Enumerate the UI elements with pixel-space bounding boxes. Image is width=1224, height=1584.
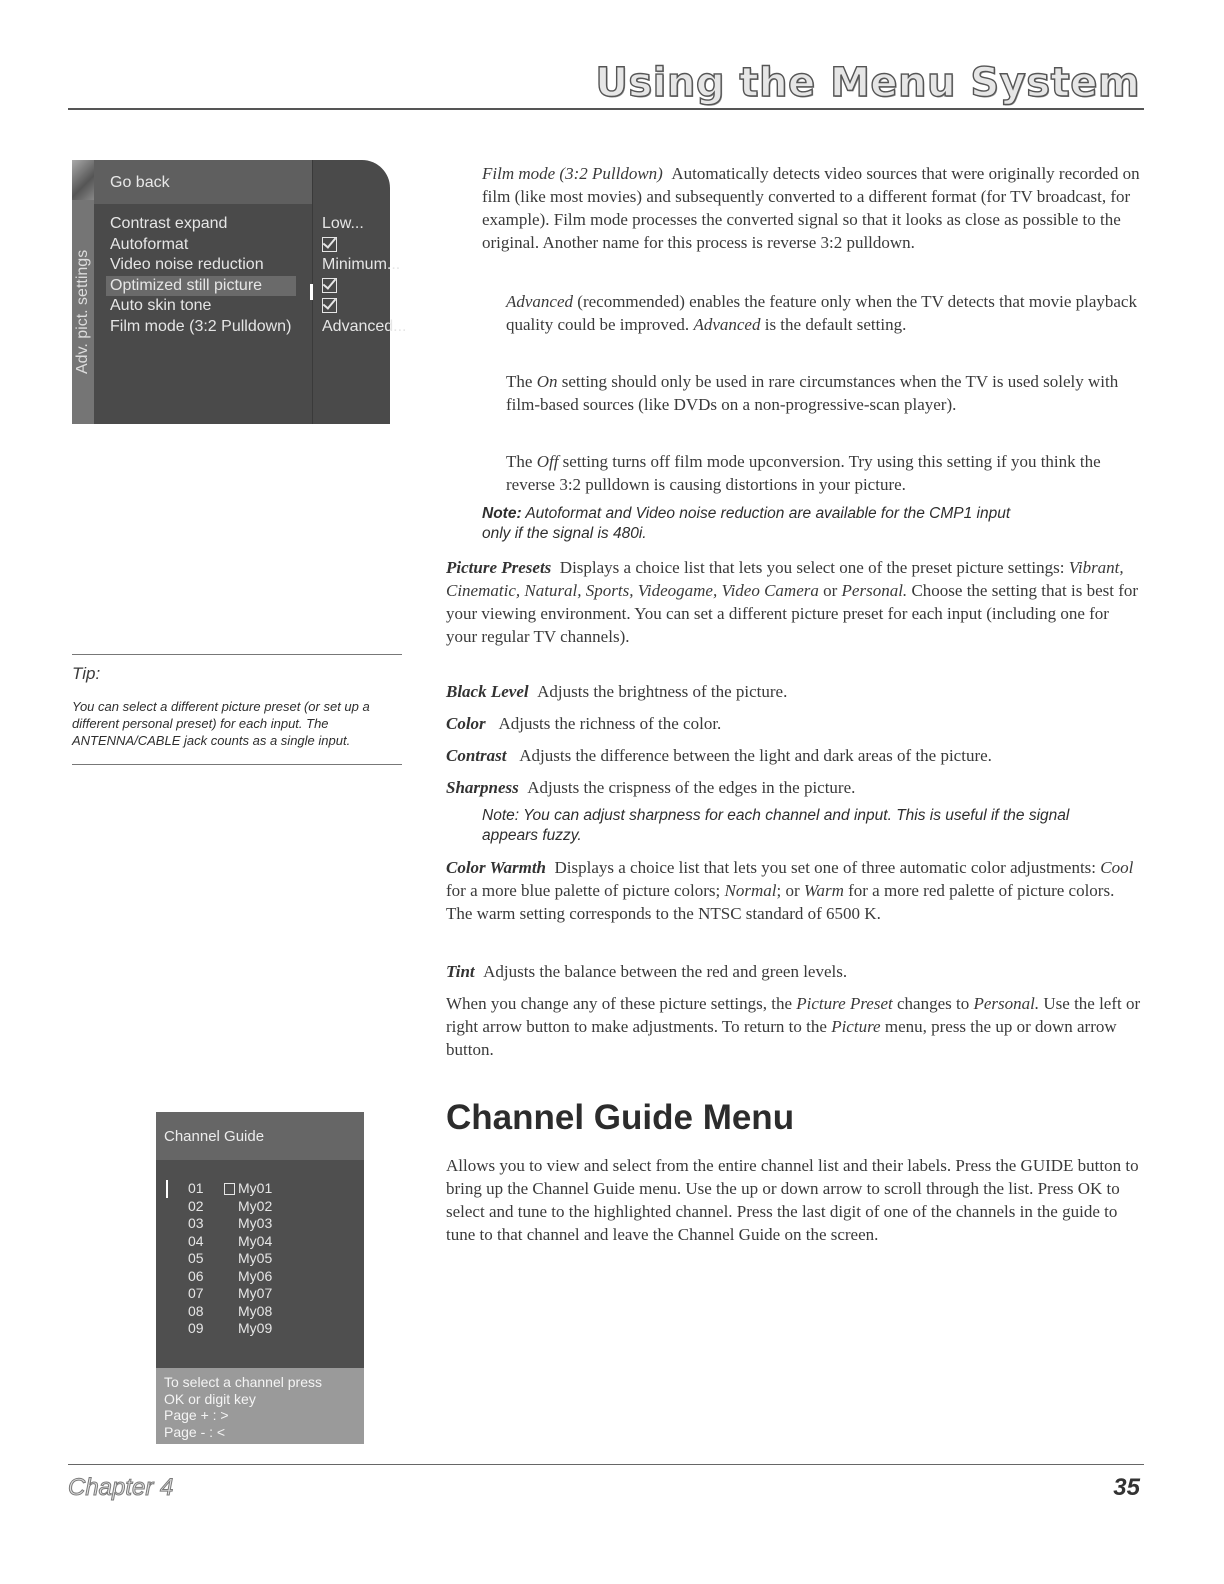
channel-marker-icon: [224, 1183, 235, 1195]
channel-name: My04: [238, 1232, 273, 1249]
page-header-title: Using the Menu System: [595, 60, 1140, 106]
note-label: Note:: [482, 505, 522, 522]
footer-divider: [68, 1464, 1144, 1465]
osd-selection-cursor: [310, 284, 313, 300]
osd-value-film-mode: Advanced...: [322, 317, 407, 335]
osd-value-auto-skin-tone: [322, 296, 407, 317]
color-label: Color: [446, 714, 486, 733]
osd-value-list: [322, 214, 407, 337]
advanced-label-2: Advanced: [693, 315, 761, 334]
tint-text: Adjusts the balance between the red and green levels.: [483, 962, 848, 981]
advanced-label: Advanced: [506, 292, 574, 311]
color-warmth-text-3: ; or: [776, 881, 800, 900]
help-line: Page - : <: [164, 1423, 226, 1440]
tip-bottom-rule: [72, 764, 402, 765]
color-warmth-text-4: for a more red palette of picture colors. The warm setting corresponds to the NTSC standard of 6500 K.: [446, 881, 1115, 923]
sharpness-note: Note: You can adjust sharpness for each channel and input. This is useful if the signal appears fuzzy.: [482, 807, 1070, 844]
color-paragraph: [446, 712, 1142, 735]
osd-value-autoformat: [322, 235, 407, 256]
channel-number: 05: [188, 1250, 204, 1266]
film-mode-label: Film mode (3:2 Pulldown): [482, 164, 663, 183]
change-text-3: Use the left or right arrow button to make adjustments. To return to the: [446, 994, 1141, 1036]
contrast-text: Adjusts the difference between the light and dark areas of the picture.: [519, 746, 992, 765]
channel-number: 03: [188, 1215, 204, 1231]
go-back-label: Go back: [110, 174, 170, 191]
checkbox-checked-icon: [322, 298, 337, 313]
channel-number: 07: [188, 1285, 204, 1301]
picture-presets-options: Vibrant, Cinematic, Natural, Sports, Videogame, Video Camera: [446, 558, 1124, 600]
black-level-paragraph: [446, 680, 1142, 703]
osd-go-back-item: [94, 160, 312, 204]
change-text-4: menu, press the up or down arrow button.: [446, 1017, 1117, 1059]
channel-guide-header: [156, 1112, 364, 1160]
on-label: On: [536, 372, 558, 391]
color-warmth-normal: Normal: [724, 881, 777, 900]
tint-label: Tint: [446, 962, 475, 981]
picture-presets-text: Displays a choice list that lets you select one of the preset picture settings:: [559, 558, 1065, 577]
change-text-2: changes to: [897, 994, 970, 1013]
advanced-paragraph: [506, 290, 1142, 336]
sharpness-text: Adjusts the crispness of the edges in the picture.: [527, 778, 856, 797]
advanced-text: (recommended) enables the feature only when the TV detects that movie playback quality could be improved.: [506, 292, 1137, 334]
channel-name: My06: [238, 1267, 273, 1284]
footer-chapter: Chapter 4: [68, 1474, 174, 1501]
sharpness-paragraph: [446, 776, 1142, 799]
change-personal: Personal.: [973, 994, 1040, 1013]
channel-name: My07: [238, 1285, 273, 1301]
picture-presets-or: or: [823, 581, 838, 600]
channel-number: 01: [188, 1180, 204, 1196]
off-label: Off: [536, 452, 559, 471]
header-divider: [68, 108, 1144, 110]
sharpness-label: Sharpness: [446, 778, 519, 797]
checkbox-checked-icon: [322, 278, 337, 293]
channel-guide-title: Channel Guide: [164, 1128, 265, 1145]
contrast-label: Contrast: [446, 746, 507, 765]
color-text: Adjusts the richness of the color.: [498, 714, 722, 733]
off-text: setting turns off film mode upconversion. Try using this setting if you think the reverse 3:2 pulldown is causing distortions in your picture.: [506, 452, 1101, 494]
change-text-1: When you change any of these picture settings, the: [446, 994, 793, 1013]
osd-item-auto-skin-tone: Auto skin tone: [110, 297, 212, 314]
color-warmth-text-2: for a more blue palette of picture colors;: [446, 881, 721, 900]
tip-text: You can select a different picture preset (or set up a different personal preset) for each input. The ANTENNA/CABLE jack counts as a single input.: [72, 699, 370, 748]
channel-number: 06: [188, 1267, 204, 1284]
channel-number: 04: [188, 1232, 204, 1249]
osd-item-video-noise-reduction: Video noise reduction: [110, 256, 264, 273]
channel-name: My03: [238, 1215, 273, 1231]
change-preset: Picture Preset: [796, 994, 893, 1013]
tip-label: Tip:: [72, 664, 101, 683]
tip-top-rule: [72, 654, 402, 655]
channel-name: My09: [238, 1320, 273, 1336]
autoformat-note: [482, 504, 1042, 544]
channel-name: My08: [238, 1302, 273, 1319]
contrast-paragraph: [446, 744, 1142, 767]
osd-item-autoformat: Autoformat: [110, 235, 189, 253]
change-settings-paragraph: [446, 992, 1142, 1061]
channel-guide-paragraph: Allows you to view and select from the entire channel list and their labels. Press the GUIDE button to bring up the Channel Guide menu. Use the up or down arrow to scroll through the list. Press OK to select and tune to the highlighted channel. Press the last digit of one of the channels in the guide to tune to that channel and leave the Channel Guide on the screen.: [446, 1156, 1139, 1244]
black-level-label: Black Level: [446, 682, 529, 701]
off-pre: The: [506, 452, 533, 471]
channel-number: 09: [188, 1320, 204, 1336]
channel-name: My02: [238, 1197, 273, 1214]
channel-guide-help: [156, 1368, 364, 1444]
on-text: setting should only be used in rare circumstances when the TV is used solely with film-based sources (like DVDs on a non-progressive-scan player).: [506, 372, 1119, 414]
film-mode-text: Automatically detects video sources that were originally recorded on film (like most movies) and subsequently converted to a different format (for TV broadcast, for example). Film mode processes the converted signal so that it looks as close as possible to the original. Another name for this process is reverse 3:2 pulldown.: [482, 164, 1140, 252]
channel-selection-cursor: [166, 1180, 168, 1198]
help-line: OK or digit key: [164, 1390, 256, 1407]
on-pre: The: [506, 372, 533, 391]
osd-item-contrast-expand: Contrast expand: [110, 215, 228, 232]
color-warmth-paragraph: [446, 856, 1142, 925]
adv-picture-settings-screen: [72, 160, 407, 424]
channel-guide-screen: [156, 1112, 364, 1444]
osd-menu-list: [110, 214, 296, 337]
help-line: To select a channel press: [164, 1374, 322, 1390]
osd-value-contrast-expand: Low...: [322, 215, 364, 232]
osd-value-optimized-still: [322, 276, 407, 297]
osd-item-film-mode: Film mode (3:2 Pulldown): [110, 317, 292, 335]
picture-presets-personal: Personal.: [841, 581, 908, 600]
osd-thumbnail-image: [72, 160, 94, 200]
checkbox-checked-icon: [322, 237, 337, 252]
osd-side-label: Adv. pict. settings: [74, 249, 91, 375]
footer-page-number: 35: [1113, 1474, 1140, 1501]
black-level-text: Adjusts the brightness of the picture.: [537, 682, 788, 701]
color-warmth-cool: Cool: [1100, 858, 1134, 877]
off-setting-paragraph: [506, 450, 1142, 496]
change-picture: Picture: [831, 1017, 881, 1036]
channel-number: 02: [188, 1197, 204, 1214]
channel-name: My05: [238, 1250, 273, 1266]
note-text: Autoformat and Video noise reduction are available for the CMP1 input only if the signal is 480i.: [482, 505, 1011, 542]
tint-paragraph: [446, 960, 1142, 983]
channel-name: My01: [238, 1180, 273, 1196]
channel-guide-heading: Channel Guide Menu: [446, 1098, 795, 1137]
osd-item-optimized-still-picture: Optimized still picture: [106, 276, 296, 297]
picture-presets-text-2: Choose the setting that is best for your viewing environment. You can set a different picture preset for each input (including one for your regular TV channels).: [446, 581, 1139, 646]
picture-presets-paragraph: [446, 556, 1142, 648]
on-setting-paragraph: [506, 370, 1142, 416]
osd-value-video-noise-reduction: Minimum...: [322, 256, 401, 273]
color-warmth-text: Displays a choice list that lets you set one of three automatic color adjustments:: [554, 858, 1097, 877]
film-mode-paragraph: [482, 162, 1142, 254]
picture-presets-label: Picture Presets: [446, 558, 552, 577]
channel-number: 08: [188, 1302, 204, 1319]
advanced-text-2: is the default setting.: [764, 315, 907, 334]
color-warmth-warm: Warm: [803, 881, 844, 900]
color-warmth-label: Color Warmth: [446, 858, 546, 877]
help-line: Page + : >: [164, 1407, 229, 1423]
